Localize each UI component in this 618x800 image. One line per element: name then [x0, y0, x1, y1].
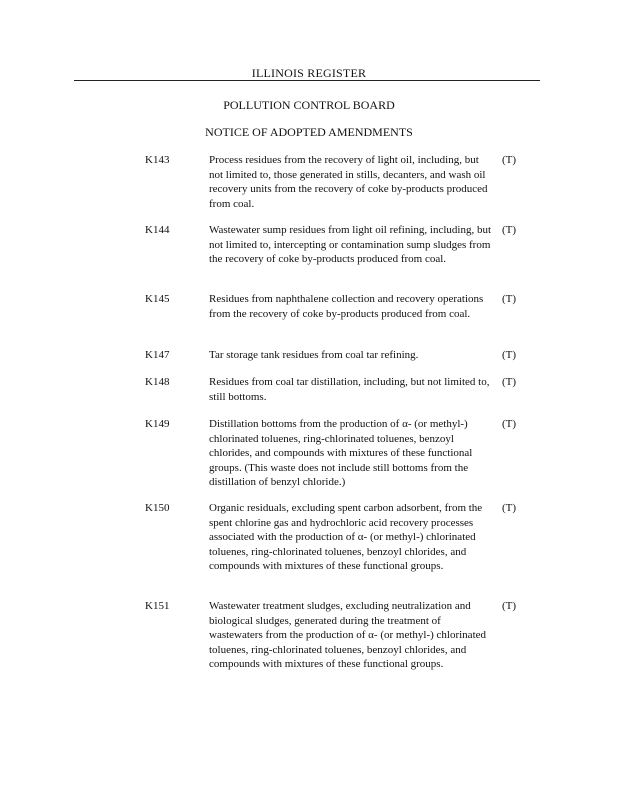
- hazard-code: (T): [502, 349, 517, 361]
- hazard-code: (T): [502, 154, 517, 166]
- hazard-code: (T): [502, 224, 517, 236]
- waste-code: K148: [145, 376, 170, 388]
- register-title: ILLINOIS REGISTER: [251, 66, 367, 80]
- header-rule: [74, 80, 540, 81]
- waste-description: Wastewater treatment sludges, excluding neutralization and biological sludges, generated during the treatment of wastewaters from the production of α- (or methyl-) chlorinated toluenes, ring-chlorinated toluenes, benzoyl chlorides, and compounds with mixtures of these functional groups.: [209, 600, 487, 670]
- waste-description: Distillation bottoms from the production of α- (or methyl-) chlorinated toluenes, ring-chlorinated toluenes, benzoyl chlorides, and compounds with mixtures of these functional groups. (This waste does not include still bottoms from the distillation of benzyl chloride.): [209, 418, 473, 488]
- waste-description: Residues from coal tar distillation, including, but not limited to, still bottoms.: [209, 376, 490, 403]
- waste-code: K143: [145, 154, 170, 166]
- waste-description: Organic residuals, excluding spent carbon adsorbent, from the spent chlorine gas and hydrochloric acid recovery processes associated with the production of α- (or methyl-) chlorinated toluenes, ring-chlorinated toluenes, benzoyl chlorides, and compounds with mixtures of these functional groups.: [209, 502, 483, 572]
- hazard-code: (T): [502, 293, 517, 305]
- waste-code: K147: [145, 349, 170, 361]
- waste-description: Tar storage tank residues from coal tar refining.: [209, 349, 419, 361]
- hazard-code: (T): [502, 502, 517, 514]
- waste-code: K150: [145, 502, 170, 514]
- waste-code: K144: [145, 224, 170, 236]
- hazard-code: (T): [502, 600, 517, 612]
- waste-description: Wastewater sump residues from light oil refining, including, but not limited to, intercepting or contamination sump sludges from the recovery of coke by-products produced from coal.: [209, 224, 492, 265]
- hazard-code: (T): [502, 418, 517, 430]
- waste-code: K145: [145, 293, 170, 305]
- waste-code: K149: [145, 418, 170, 430]
- hazard-code: (T): [502, 376, 517, 388]
- waste-description: Process residues from the recovery of light oil, including, but not limited to, those generated in stills, decanters, and wash oil recovery units from the recovery of coke by-products produced from coal.: [209, 154, 488, 210]
- waste-code: K151: [145, 600, 170, 612]
- waste-description: Residues from naphthalene collection and recovery operations from the recovery of coke by-products produced from coal.: [209, 293, 484, 320]
- notice-title: NOTICE OF ADOPTED AMENDMENTS: [205, 125, 413, 139]
- agency-name: POLLUTION CONTROL BOARD: [223, 98, 395, 112]
